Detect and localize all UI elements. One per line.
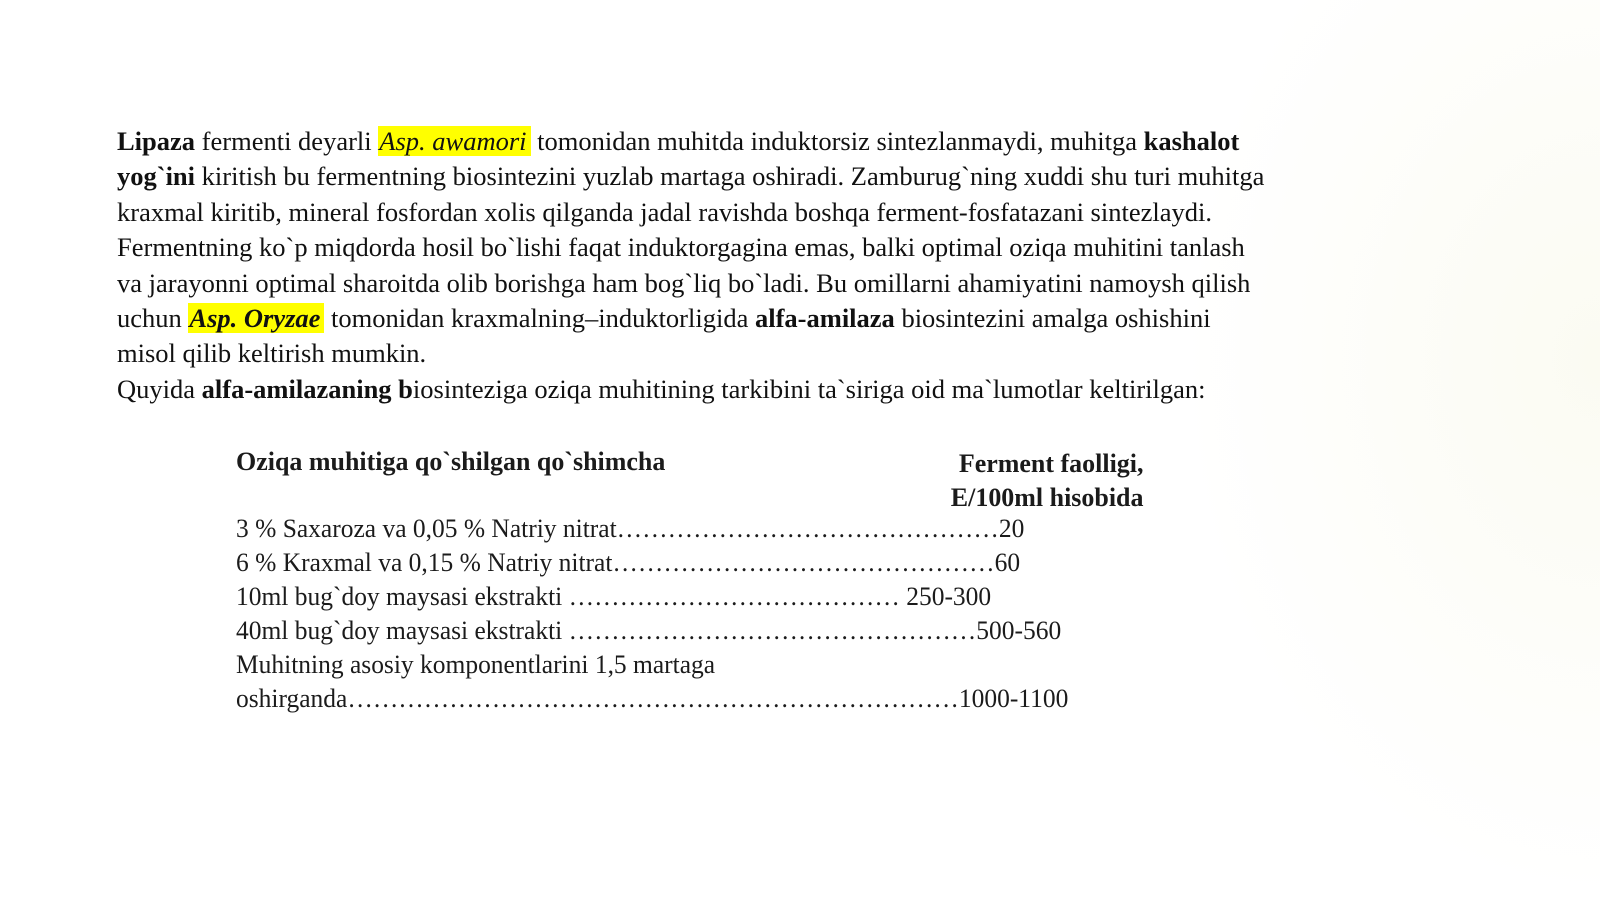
paragraph-line xyxy=(117,159,1417,194)
text-span: iosinteziga oziqa muhitining tarkibini ta`siriga oid ma`lumotlar keltirilgan: xyxy=(412,373,1206,404)
paragraph-line: kraxmal kiritib, mineral fosfordan xolis qilganda jadal ravishda boshqa ferment-fosfatazani sintezlaydi. xyxy=(117,196,1212,227)
term-kashalot: kashalot xyxy=(1143,126,1240,156)
species-name: Asp. Oryzae xyxy=(189,303,321,334)
header-activity-line: Ferment faolligi, xyxy=(958,448,1144,478)
text-span: kiritish bu fermentning biosintezini yuzlab martaga oshiradi. Zamburug`ning xuddi shu turi muhitga xyxy=(195,161,1265,192)
paragraph-line: va jarayonni optimal sharoitda olib borishga ham bog`liq bo`ladi. Bu omillarni ahamiyatini namoysh qilish xyxy=(117,267,1251,298)
highlight-asp-awamori xyxy=(378,126,530,156)
table-row: oshirganda………………………………………………………………1000-1100 xyxy=(236,684,1069,713)
text-span: tomonidan muhitda induktorsiz sintezlanmaydi, muhitga xyxy=(530,126,1144,156)
term-alfa-amilaza: alfa-amilaza xyxy=(754,303,895,334)
species-name: Asp. awamori xyxy=(379,126,527,156)
paragraph-line xyxy=(117,124,1417,159)
text-span: Quyida xyxy=(117,373,202,404)
paragraph-line: misol qilib keltirish mumkin. xyxy=(117,338,427,369)
highlight-asp-oryzae xyxy=(188,303,324,333)
paragraph-line xyxy=(117,301,1417,336)
table-header xyxy=(236,444,1157,512)
term-yogini: yog`ini xyxy=(117,161,196,192)
term-lipaza: Lipaza xyxy=(117,126,196,156)
text-span: fermenti deyarli xyxy=(195,126,379,156)
text-span: uchun xyxy=(117,303,189,334)
table-row: 6 % Kraxmal va 0,15 % Natriy nitrat………………………………………60 xyxy=(236,548,1021,577)
header-supplement: Oziqa muhitiga qo`shilgan qo`shimcha xyxy=(236,446,666,476)
header-activity-unit: E/100ml hisobida xyxy=(950,482,1144,512)
term-alfa-amilazaning: alfa-amilazaning b xyxy=(201,373,413,404)
paragraph-line xyxy=(117,372,1417,407)
table-row: 10ml bug`doy maysasi ekstrakti ………………………………… 250-300 xyxy=(236,582,992,611)
text-span: tomonidan kraxmalning–induktorligida xyxy=(324,303,755,334)
table-row: 40ml bug`doy maysasi ekstrakti …………………………………………500-560 xyxy=(236,616,1062,645)
table-row: Muhitning asosiy komponentlarini 1,5 martaga xyxy=(236,650,716,679)
activity-table xyxy=(236,444,1157,716)
table-row: 3 % Saxaroza va 0,05 % Natriy nitrat………………………………………20 xyxy=(236,514,1025,543)
header-activity xyxy=(951,446,1144,514)
paragraph-line: Fermentning ko`p miqdorda hosil bo`lishi faqat induktorgagina emas, balki optimal oziqa muhitini tanlash xyxy=(117,232,1245,263)
body-paragraph xyxy=(117,124,1417,407)
text-span: biosintezini amalga oshishini xyxy=(894,303,1211,334)
